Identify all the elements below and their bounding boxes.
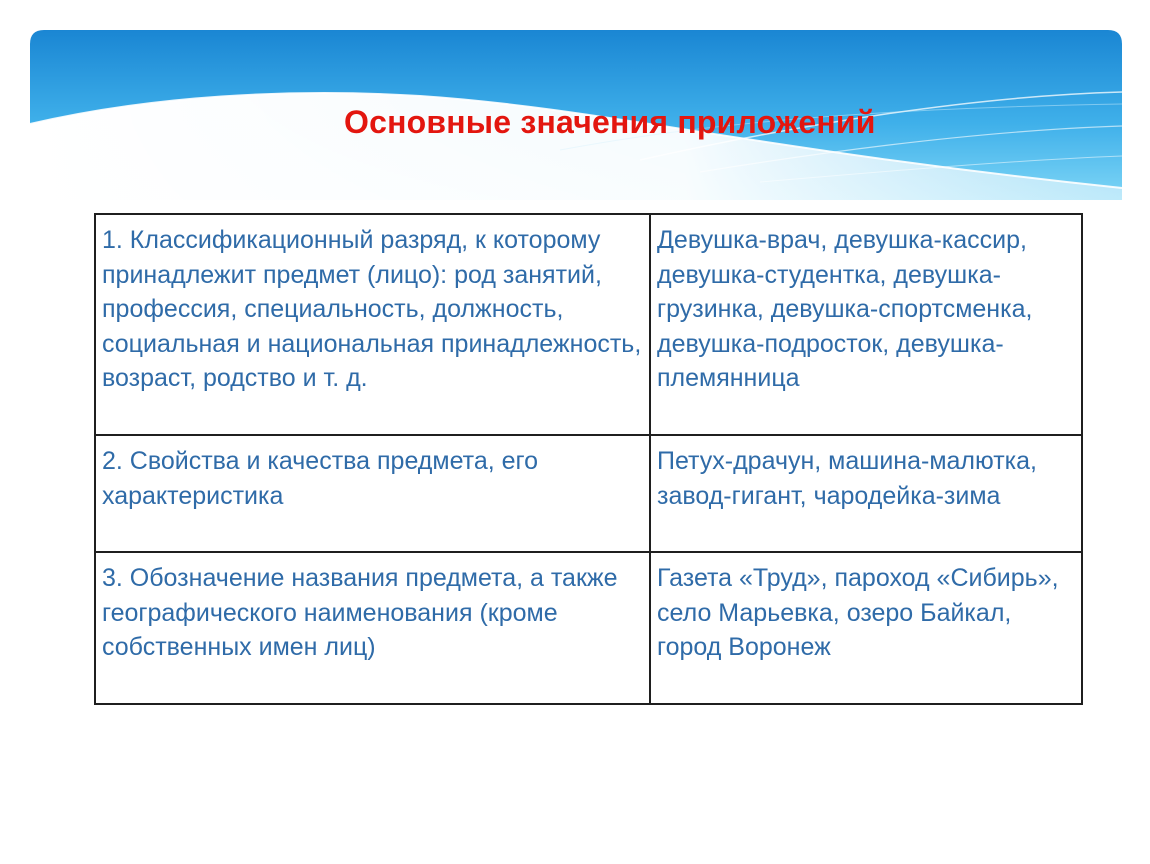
table-row (95, 435, 1082, 552)
examples-cell: Девушка-врач, девушка-кассир, девушка-студентка, девушка-грузинка, девушка-спортсменка, девушка-подросток, девушка-племянница (650, 214, 1082, 435)
examples-cell: Газета «Труд», пароход «Сибирь», село Марьевка, озеро Байкал, город Воронеж (650, 552, 1082, 704)
table-row (95, 214, 1082, 435)
slide-title: Основные значения приложений (344, 104, 876, 140)
examples-cell: Петух-драчун, машина-малютка, завод-гигант, чародейка-зима (650, 435, 1082, 552)
meaning-cell: 3. Обозначение названия предмета, а также географического наименования (кроме собственных имен лиц) (95, 552, 650, 704)
table-row (95, 552, 1082, 704)
meaning-cell: 2. Свойства и качества предмета, его характеристика (95, 435, 650, 552)
header-banner (0, 0, 1150, 200)
applications-table (94, 213, 1083, 705)
meaning-cell: 1. Классификационный разряд, к которому принадлежит предмет (лицо): род занятий, профессия, специальность, должность, социальная и национальная принадлежность, возраст, родство и т. д. (95, 214, 650, 435)
